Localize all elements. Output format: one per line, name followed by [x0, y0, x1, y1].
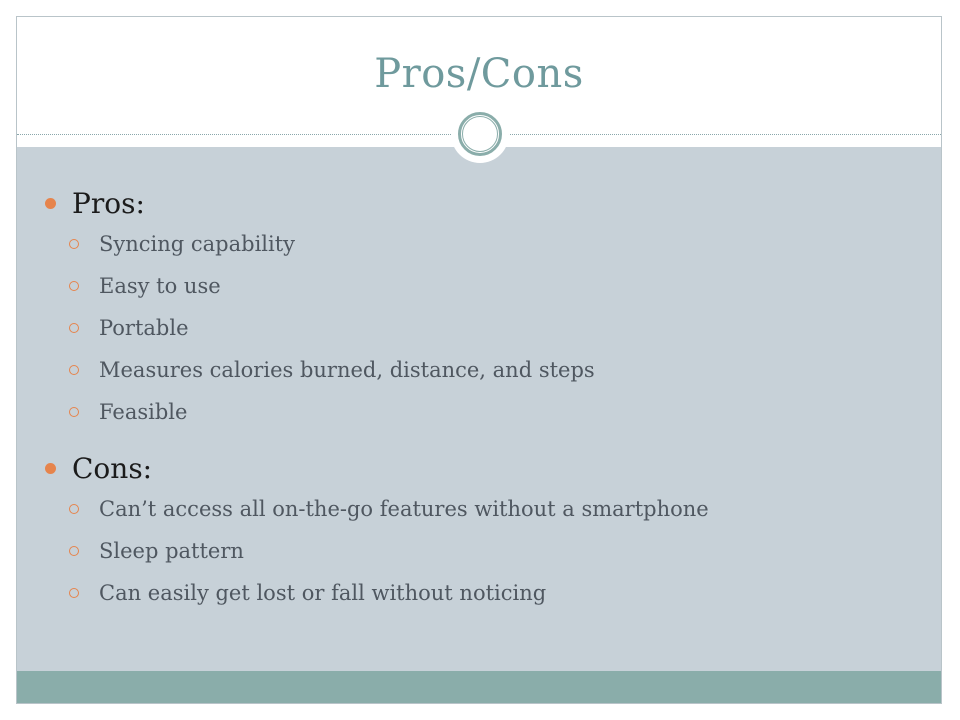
slide — [16, 16, 942, 704]
ring-bullet-icon — [69, 407, 79, 417]
list-item — [45, 265, 595, 307]
list-item-text: Sleep pattern — [99, 539, 244, 563]
pros-heading — [45, 183, 595, 223]
pros-list — [45, 223, 595, 433]
ring-bullet-icon — [69, 239, 79, 249]
ring-bullet-icon — [69, 323, 79, 333]
filled-circle-bullet-icon — [45, 198, 56, 209]
list-item-text: Easy to use — [99, 274, 221, 298]
list-item-text: Syncing capability — [99, 232, 296, 256]
footer-bar — [17, 671, 941, 703]
list-item — [45, 530, 709, 572]
ring-bullet-icon — [69, 504, 79, 514]
pros-section — [45, 183, 595, 433]
list-item-text: Measures calories burned, distance, and steps — [99, 358, 595, 382]
list-item — [45, 572, 709, 614]
cons-section — [45, 448, 709, 614]
ring-bullet-icon — [69, 281, 79, 291]
filled-circle-bullet-icon — [45, 463, 56, 474]
content-area — [17, 147, 941, 671]
list-item-text: Portable — [99, 316, 189, 340]
list-item-text: Can’t access all on-the-go features without a smartphone — [99, 497, 709, 521]
list-item-text: Feasible — [99, 400, 188, 424]
ring-bullet-icon — [69, 365, 79, 375]
ring-bullet-icon — [69, 588, 79, 598]
pros-heading-label: Pros: — [72, 186, 145, 220]
list-item — [45, 488, 709, 530]
cons-list — [45, 488, 709, 614]
list-item — [45, 223, 595, 265]
slide-title: Pros/Cons — [374, 51, 584, 97]
cons-heading — [45, 448, 709, 488]
list-item — [45, 307, 595, 349]
list-item — [45, 349, 595, 391]
list-item — [45, 391, 595, 433]
cons-heading-label: Cons: — [72, 451, 153, 485]
list-item-text: Can easily get lost or fall without noticing — [99, 581, 547, 605]
ring-bullet-icon — [69, 546, 79, 556]
ring-inner — [462, 116, 498, 152]
